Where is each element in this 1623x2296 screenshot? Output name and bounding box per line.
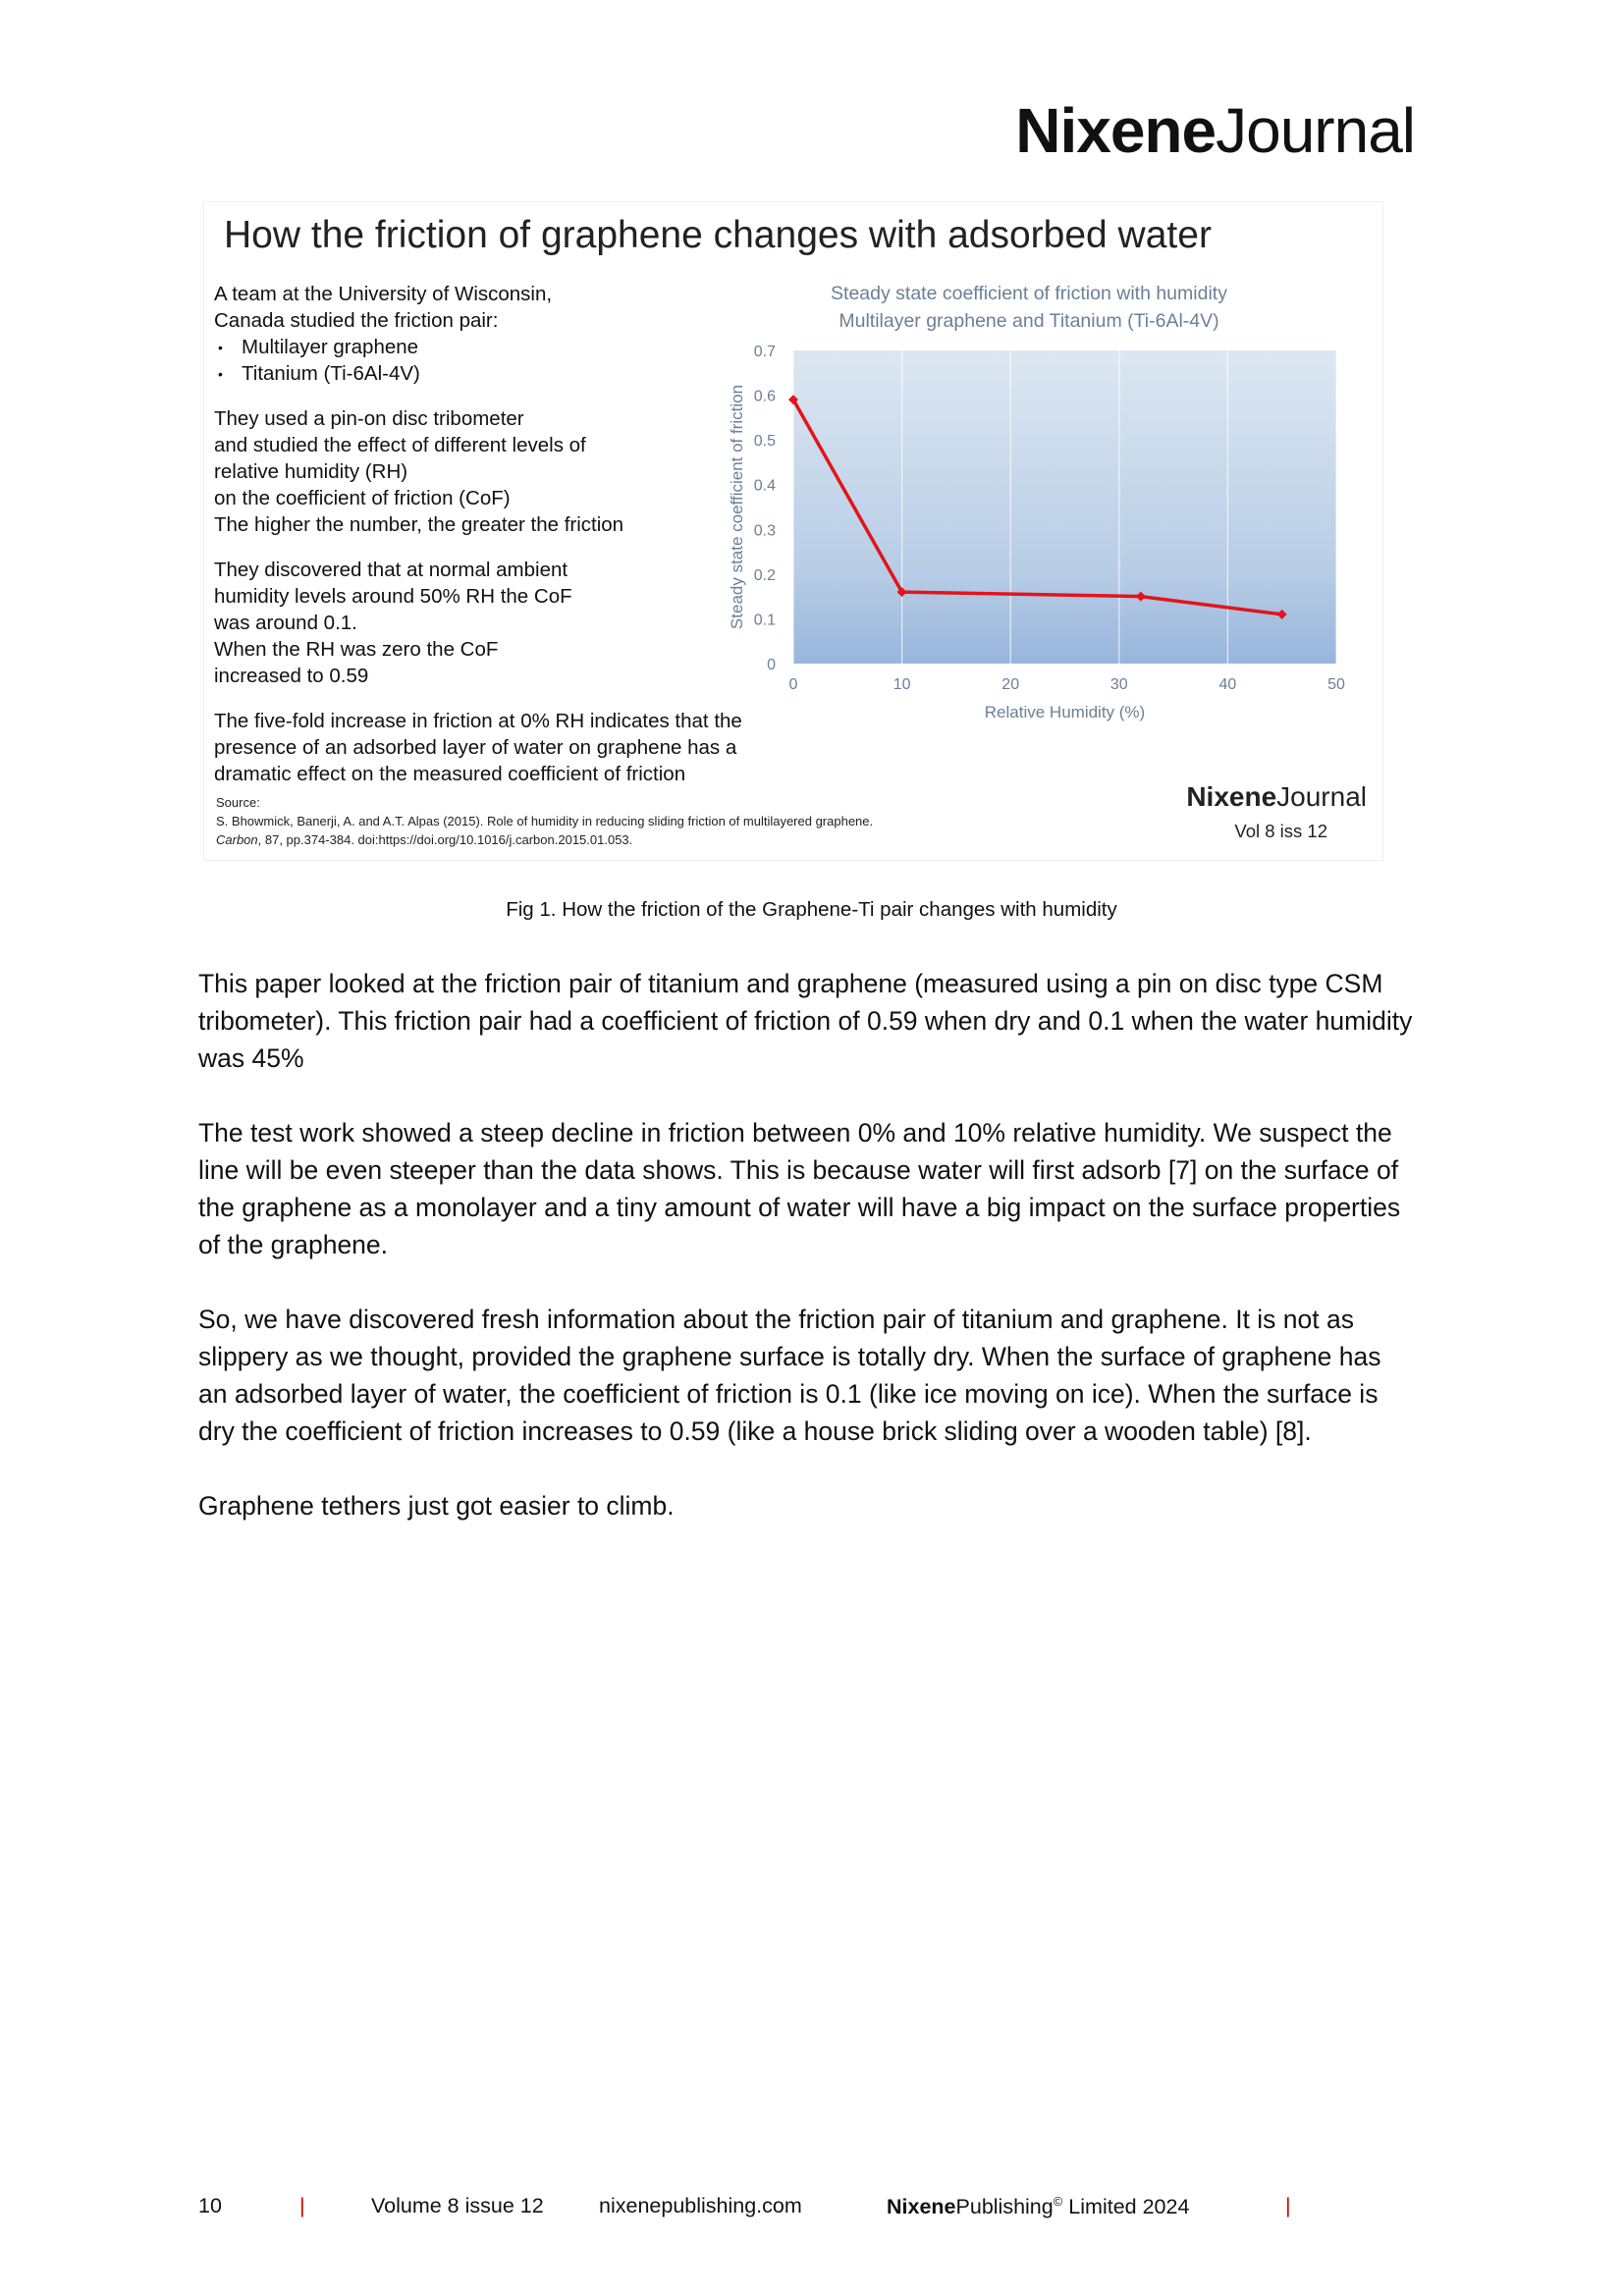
y-tick-label: 0.3: [753, 522, 776, 540]
publisher-tail: Limited 2024: [1062, 2195, 1190, 2219]
paragraph: Graphene tethers just got easier to climb.: [198, 1491, 675, 1521]
conclusion-line: The five-fold increase in friction at 0% RH indicates that the: [214, 710, 742, 732]
findings-line: When the RH was zero the CoF: [214, 638, 499, 661]
findings-line: increased to 0.59: [214, 665, 369, 687]
source-citation: S. Bhowmick, Banerji, A. and A.T. Alpas (2015). Role of humidity in reducing sliding friction of multilayered graphene.: [216, 814, 874, 828]
footer-separator: |: [1285, 2194, 1291, 2217]
y-tick-label: 0.6: [753, 388, 776, 405]
footer-publisher: [887, 2194, 1189, 2219]
y-axis-label: Steady state coefficient of friction: [728, 384, 746, 630]
footer-separator: |: [299, 2194, 305, 2217]
article-body: [198, 965, 1416, 1562]
intro-line: A team at the University of Wisconsin,: [214, 283, 553, 305]
figure-source: [216, 793, 873, 849]
x-tick-label: 50: [1327, 676, 1345, 693]
figure-brand-bold: Nixene: [1186, 781, 1277, 812]
masthead-logo: [1015, 94, 1415, 167]
x-tick-label: 0: [788, 676, 798, 693]
chart-subtitle: Multilayer graphene and Titanium (Ti-6Al-4V): [839, 310, 1219, 332]
publisher-name: Publishing: [955, 2195, 1054, 2219]
figure-infographic: [203, 201, 1383, 861]
figure-brand-logo: [1186, 781, 1367, 813]
list-item: • Titanium (Ti-6Al-4V): [214, 360, 803, 387]
copyright-mark: ©: [1053, 2194, 1063, 2209]
line-chart: [204, 202, 1382, 781]
figure-title: How the friction of graphene changes with adsorbed water: [224, 214, 1212, 256]
footer-website-link[interactable]: nixenepublishing.com: [599, 2194, 802, 2217]
findings-line: humidity levels around 50% RH the CoF: [214, 585, 572, 608]
figure-caption: Fig 1. How the friction of the Graphene-Ti pair changes with humidity: [506, 898, 1117, 921]
source-citation-cont: [216, 830, 873, 849]
source-label: Source:: [216, 795, 260, 810]
y-tick-label: 0.1: [753, 612, 776, 629]
conclusion-line: dramatic effect on the measured coefficient of friction: [214, 763, 686, 785]
x-tick-label: 20: [1001, 676, 1020, 693]
intro-line: Canada studied the friction pair:: [214, 309, 499, 332]
footer-issue: Volume 8 issue 12: [371, 2194, 544, 2217]
y-tick-label: 0.7: [753, 344, 776, 360]
findings-line: was around 0.1.: [214, 612, 357, 634]
y-tick-label: 0.4: [753, 477, 776, 495]
figure-volume: Vol 8 iss 12: [1234, 821, 1327, 841]
method-line: on the coefficient of friction (CoF): [214, 487, 511, 509]
source-journal: Carbon: [216, 832, 258, 847]
source-details: , 87, pp.374-384. doi:https://doi.org/10.1016/j.carbon.2015.01.053.: [257, 832, 633, 847]
paragraph: This paper looked at the friction pair of titanium and graphene (measured using a pin on disc type CSM tribometer). This friction pair had a coefficient of friction of 0.59 when dry and 0.1 when the water humidity was 45%: [198, 969, 1413, 1073]
paragraph: The test work showed a steep decline in friction between 0% and 10% relative humidity. We suspect the line will be even steeper than the data shows. This is because water will first adsorb [7] on the surface of the graphene as a monolayer and a tiny amount of water will have a big impact on the surface properties of the graphene.: [198, 1118, 1401, 1259]
method-line: The higher the number, the greater the friction: [214, 513, 624, 536]
x-tick-label: 30: [1109, 676, 1128, 693]
x-axis-label: Relative Humidity (%): [984, 703, 1146, 721]
page-number: 10: [198, 2194, 222, 2217]
page-footer: [0, 2194, 1623, 2227]
list-item: • Multilayer graphene: [214, 334, 803, 360]
y-tick-label: 0.2: [753, 566, 776, 584]
y-tick-label: 0.5: [753, 433, 776, 451]
conclusion-line: presence of an adsorbed layer of water on graphene has a: [214, 736, 737, 759]
x-tick-label: 40: [1218, 676, 1237, 693]
x-tick-label: 10: [893, 676, 911, 693]
method-line: and studied the effect of different levels of: [214, 434, 586, 456]
plot-area: [793, 350, 1336, 664]
publisher-bold: Nixene: [887, 2195, 956, 2219]
masthead-brand-bold: Nixene: [1015, 95, 1217, 166]
masthead-brand-light: Journal: [1216, 95, 1415, 166]
method-line: relative humidity (RH): [214, 460, 408, 483]
method-line: They used a pin-on disc tribometer: [214, 407, 524, 430]
y-tick-label: 0: [767, 657, 776, 673]
findings-line: They discovered that at normal ambient: [214, 559, 568, 581]
figure-brand-light: Journal: [1276, 781, 1367, 812]
paragraph: So, we have discovered fresh information about the friction pair of titanium and graphene. It is not as slippery as we thought, provided the graphene surface is totally dry. When the surface of graphene has an adsorbed layer of water, the coefficient of friction is 0.1 (like ice moving on ice). When the surface is dry the coefficient of friction increases to 0.59 (like a house brick sliding over a wooden table) [8].: [198, 1305, 1381, 1446]
chart-title: Steady state coefficient of friction with humidity: [831, 283, 1227, 304]
